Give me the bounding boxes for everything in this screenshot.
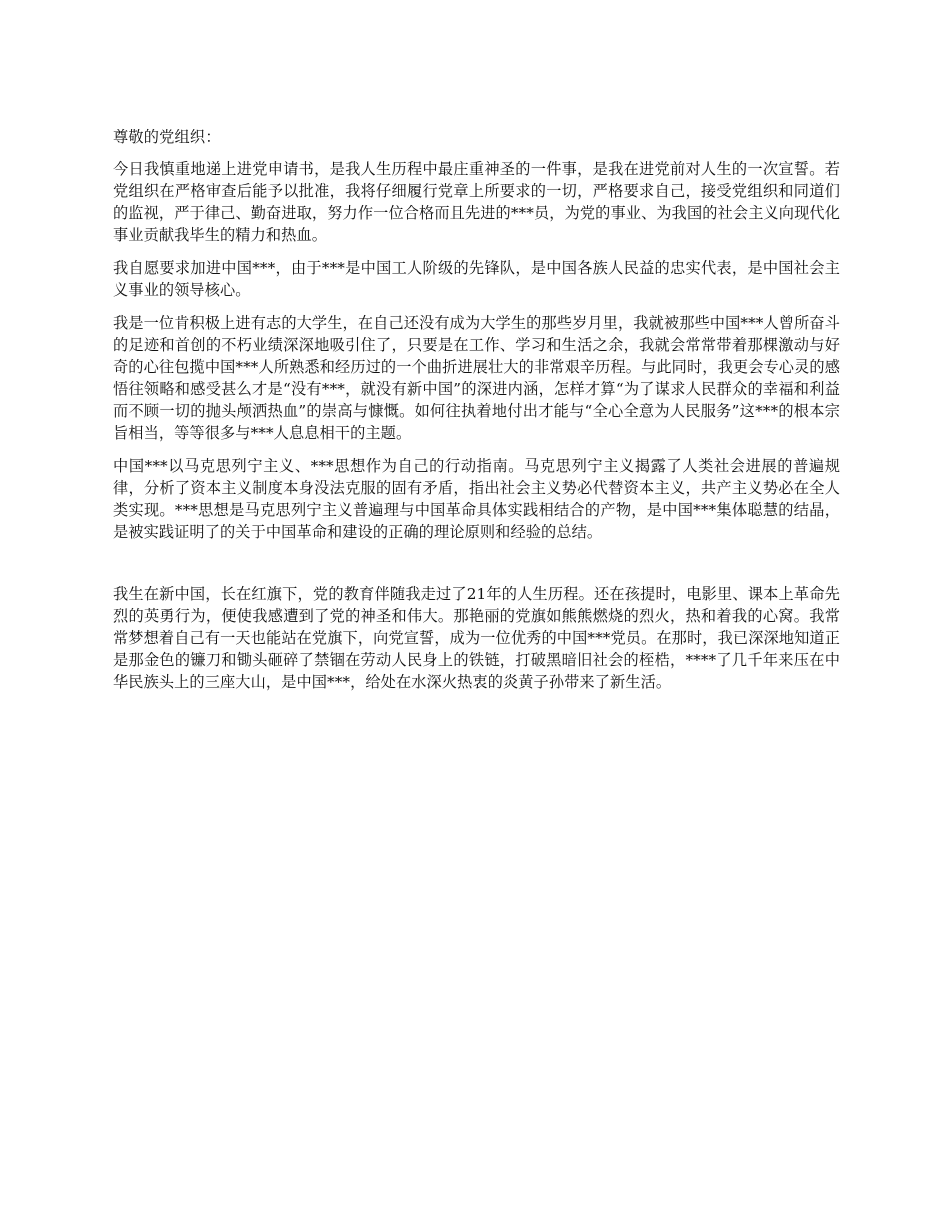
- paragraph-5: 我生在新中国，长在红旗下，党的教育伴随我走过了21年的人生历程。还在孩提时，电影里、课本上革命先烈的英勇行为，便使我感遭到了党的神圣和伟大。那艳丽的党旗如熊熊燃烧的烈火，热和着我的心窝。我常常梦想着自己有一天也能站在党旗下，向党宣誓，成为一位优秀的中国***党员。在那时，我已深深地知道正是那金色的镰刀和锄头砸碎了禁锢在劳动人民身上的铁链，打破黑暗旧社会的桎梏，****了几千年来压在中华民族头上的三座大山，是中国***，给处在水深火热衷的炎黄子孙带来了新生活。: [113, 585, 840, 691]
- paragraph-2: 我自愿要求加进中国***，由于***是中国工人阶级的先锋队，是中国各族人民益的忠实代表，是中国社会主义事业的领导核心。: [113, 259, 840, 299]
- paragraph-1: 今日我慎重地递上进党申请书，是我人生历程中最庄重神圣的一件事，是我在进党前对人生的一次宣誓。若党组织在严格审查后能予以批准，我将仔细履行党章上所要求的一切，严格要求自己，接受党组织和同道们的监视，严于律己、勤奋进取，努力作一位合格而且先进的***员，为党的事业、为我国的社会主义向现代化事业贡献我毕生的精力和热血。: [113, 160, 840, 244]
- letter-body: [113, 126, 840, 704]
- salutation: 尊敬的党组织：: [113, 128, 221, 146]
- paragraph-3: 我是一位肯积极上进有志的大学生，在自己还没有成为大学生的那些岁月里，我就被那些中国***人曾所奋斗的足迹和首创的不朽业绩深深地吸引住了，只要是在工作、学习和生活之余，我就会常常带着那棵激动与好奇的心往包揽中国***人所熟悉和经历过的一个曲折进展壮大的非常艰辛历程。与此同时，我更会专心灵的感悟往领略和感受甚么才是“没有***，就没有新中国”的深进内涵，怎样才算“为了谋求人民群众的幸福和利益而不顾一切的抛头颅洒热血”的崇高与慷慨。如何往执着地付出才能与“全心全意为人民服务”这***的根本宗旨相当，等等很多与***人息息相干的主题。: [113, 314, 840, 442]
- paragraph-4: 中国***以马克思列宁主义、***思想作为自己的行动指南。马克思列宁主义揭露了人类社会进展的普遍规律，分析了资本主义制度本身没法克服的固有矛盾，指出社会主义势必代替资本主义，共产主义势必在全人类实现。***思想是马克思列宁主义普遍理与中国革命具体实践相结合的产物，是中国***集体聪慧的结晶，是被实践证明了的关于中国革命和建设的正确的理论原则和经验的总结。: [113, 457, 840, 541]
